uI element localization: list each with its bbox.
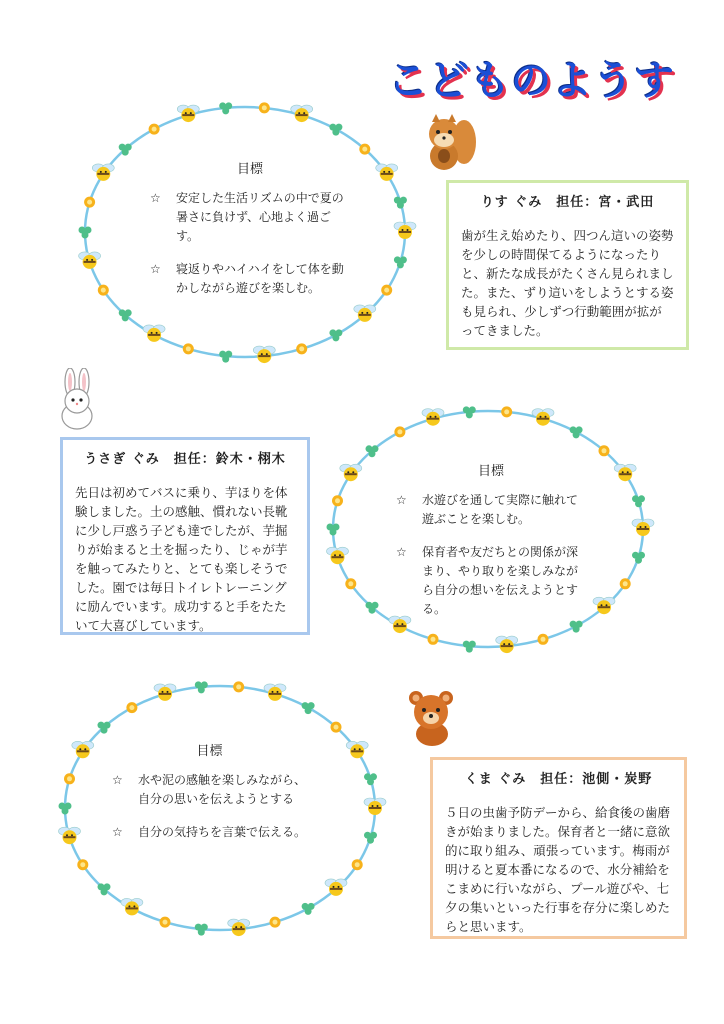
clover-icon	[394, 197, 407, 209]
class-header: くま ぐみ 担任：池側・炭野	[464, 772, 653, 787]
clover-icon	[463, 406, 476, 418]
star-icon: ☆	[112, 825, 123, 839]
bee-icon	[593, 597, 615, 614]
bee-icon	[354, 305, 376, 322]
goal-item	[396, 543, 586, 619]
goal-title: 目標	[477, 464, 504, 479]
flower-icon	[352, 859, 363, 870]
class-report: 先日は初めてバスに乗り、芋ほりを体験しました。土の感触、慣れない長靴に少し戸惑う子ども達でしたが、芋掘りが始まると土を掘ったり、じゃが芋を触ってみたりと、とても楽しそうでした。園では毎日トイレトレーニングに励んでいます。成功すると手をたたいて大喜びしています。	[75, 485, 288, 633]
flower-icon	[233, 681, 244, 692]
class-report: ５日の虫歯予防デーから、給食後の歯磨きが始まりました。保育者と一緒に意欲的に取り組み、頑張っています。梅雨が明けると夏本番になるので、水分補給をこまめに行いながら、プール遊びや、七夕の集いといった行事を存分に楽しめたらと思います。	[445, 805, 671, 934]
bee-icon	[364, 798, 386, 815]
star-icon: ☆	[112, 773, 123, 787]
goal-title: 目標	[236, 162, 263, 177]
flower-icon	[345, 578, 356, 589]
clover-icon	[302, 702, 315, 714]
star-icon: ☆	[150, 262, 161, 276]
class-report: 歯が生え始めたり、四つん這いの姿勢を少しの時間保てるようになったりと、新たな成長がたくさん見られました。また、ずり這いをしようとする姿も見られ、少しずつ行動範囲が拡がってきました。	[461, 228, 674, 338]
clover-icon	[327, 524, 340, 536]
goal-text: 寝返りやハイハイをして体を動かしながら遊びを楽しむ。	[176, 262, 344, 295]
flower-icon	[296, 343, 307, 354]
clover-icon	[632, 495, 645, 507]
class-header: りす ぐみ 担任：宮・武田	[480, 195, 655, 210]
clover-icon	[195, 924, 208, 936]
clover-icon	[364, 832, 377, 844]
goal-panel-risu	[150, 160, 350, 312]
squirrel-icon	[418, 112, 478, 174]
flower-icon	[160, 917, 171, 928]
flower-icon	[599, 445, 610, 456]
bee-icon	[632, 519, 654, 536]
flower-icon	[259, 102, 270, 113]
bee-icon	[79, 252, 101, 269]
bee-icon	[614, 464, 636, 481]
clover-icon	[632, 552, 645, 564]
clover-icon	[329, 124, 342, 136]
flower-icon	[538, 634, 549, 645]
clover-icon	[79, 227, 92, 239]
flower-icon	[359, 144, 370, 155]
clover-icon	[329, 329, 342, 341]
star-icon: ☆	[150, 191, 161, 205]
goal-text: 保育者や友だちとの関係が深まり、やり取りを楽しみながら自分の想いを伝えようとする。	[422, 545, 579, 616]
clover-icon	[364, 773, 377, 785]
goal-item	[396, 491, 586, 529]
goal-item	[150, 260, 350, 298]
flower-icon	[270, 917, 281, 928]
flower-icon	[84, 197, 95, 208]
class-header: うさぎ ぐみ 担任：鈴木・栩木	[84, 452, 286, 467]
flower-icon	[126, 702, 137, 713]
clover-icon	[219, 351, 232, 363]
goal-text: 水や泥の感触を楽しみながら、自分の思いを伝えようとする	[138, 773, 307, 806]
bee-icon	[72, 741, 94, 758]
clover-icon	[302, 903, 315, 915]
flower-icon	[381, 285, 392, 296]
flower-icon	[183, 343, 194, 354]
bee-icon	[376, 164, 398, 181]
bee-icon	[325, 879, 347, 896]
clover-icon	[463, 641, 476, 653]
goal-title: 目標	[196, 744, 223, 759]
flower-icon	[331, 722, 342, 733]
flower-icon	[149, 124, 160, 135]
bear-icon	[404, 688, 460, 746]
bee-icon	[327, 547, 349, 564]
class-box-usagi	[60, 437, 310, 635]
clover-icon	[394, 256, 407, 268]
goal-text: 自分の気持ちを言葉で伝える。	[138, 825, 307, 839]
goal-panel-kuma	[112, 742, 307, 856]
goal-item	[112, 823, 307, 842]
clover-icon	[570, 426, 583, 438]
flower-icon	[501, 406, 512, 417]
rabbit-icon	[52, 368, 102, 430]
clover-icon	[219, 102, 232, 114]
bee-icon	[92, 164, 114, 181]
star-icon: ☆	[396, 545, 407, 559]
bee-icon	[59, 827, 81, 844]
clover-icon	[195, 681, 208, 693]
bee-icon	[340, 464, 362, 481]
goal-panel-usagi	[396, 462, 586, 633]
bee-icon	[394, 222, 416, 239]
class-box-kuma	[430, 757, 687, 939]
flower-icon	[394, 426, 405, 437]
flower-icon	[428, 634, 439, 645]
class-box-risu	[446, 180, 689, 350]
star-icon: ☆	[396, 493, 407, 507]
clover-icon	[59, 803, 72, 815]
flower-icon	[332, 495, 343, 506]
goal-text: 安定した生活リズムの中で夏の暑さに負けず、心地よく過ごす。	[176, 191, 344, 243]
bee-icon	[346, 741, 368, 758]
flower-icon	[77, 859, 88, 870]
goal-text: 水遊びを通して実際に触れて遊ぶことを楽しむ。	[422, 493, 579, 526]
flower-icon	[98, 285, 109, 296]
flower-icon	[620, 578, 631, 589]
goal-item	[112, 771, 307, 809]
flower-icon	[64, 773, 75, 784]
goal-item	[150, 189, 350, 246]
page-title: こどものようす	[388, 58, 675, 104]
